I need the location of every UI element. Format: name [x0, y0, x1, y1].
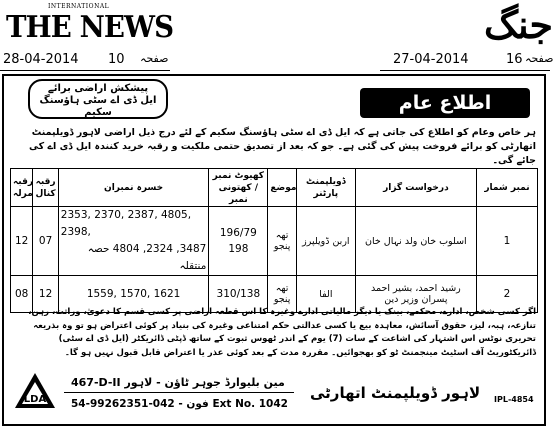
header-mauza: موضع: [268, 169, 296, 207]
row1-mauza: تھہ پنجو: [268, 207, 296, 276]
logo-text: LDA: [23, 394, 47, 405]
international-label: INTERNATIONAL: [48, 3, 110, 10]
header-applicant: درخواست گزار: [355, 169, 476, 207]
page-number-right: 16: [506, 52, 523, 67]
header-serial: نمبر شمار: [476, 169, 537, 207]
header-rule-right: [380, 70, 550, 71]
address: 467-D-II مین بلیوارڈ جوہر ٹاؤن - لاہور: [71, 376, 285, 389]
header-rule-left: [0, 70, 170, 71]
row1-khewat: 196/79: [219, 227, 257, 239]
row1-marla: 12: [11, 207, 33, 276]
public-notice-ad: [2, 74, 546, 426]
row1-kanal: 07: [33, 207, 58, 276]
header-khasra: خسرہ نمبران: [58, 169, 209, 207]
date-right: 27-04-2014: [393, 52, 469, 67]
objection-paragraph: اگر کسی شخص، ادارے، محکمے، بینک یا دیگر مالیاتی ادارے وغیرہ کا اس قطعہ اراضی پر کسی قسم کا دعویٰ، وراثت، رہن، تنازعہ، ہبہ، لیز، حقوق آسائش، معاہدہ بیع یا کسی عدالتی حکم امتناعی وغیرہ کی بنیاد پر کوئی اعتراض ہو تو وہ بذریعہ تحریری نوٹس اس اشتہار کی اشاعت کے سات (7) یوم کے اندر ٹھوس ثبوت کے ساتھ ڈپٹی ڈائریکٹر (ایل ڈی اے سٹی) ڈائریکٹوریٹ آف اسٹیٹ مینجمنٹ ٹو کو بھجوائیں۔ مقررہ مدت کے بعد کوئی عذر یا اعتراض قابل قبول نہیں ہو گا۔: [28, 307, 536, 358]
land-offer-line2: ایل ڈی اے سٹی ہاؤسنگ سکیم: [39, 95, 157, 118]
jang-masthead: جنگ: [484, 2, 553, 47]
table-row: [11, 207, 538, 276]
row2-serial: 2: [476, 276, 537, 313]
row1-applicant: اسلوب خان ولد نہال خان: [355, 207, 476, 276]
row2-developer: الفا: [296, 276, 355, 313]
row2-kanal: 12: [33, 276, 58, 313]
intro-paragraph: ہر خاص وعام کو اطلاع کی جاتی ہے کہ ایل ڈی اے سٹی ہاؤسنگ سکیم کے لئے درج ذیل اراضی لاہور ڈویلپمنٹ اتھارٹی کو برائے فروخت پیش کی گئی ہے۔ جو کہ بعد از تصدیق حتمی ملکیت و رقبہ خرید کنندہ ایل ڈی اے کی جائے گی۔: [29, 127, 536, 166]
row1-khewat2: 198: [228, 243, 249, 255]
ipl-code: IPL-4854: [494, 395, 534, 404]
address-divider: [64, 392, 294, 393]
land-offer-line1: پیشکش اراضی برائے: [47, 83, 149, 94]
public-notice-banner: اطلاع عام: [360, 88, 530, 118]
row2-khasra: 1559, 1570, 1621: [58, 276, 209, 313]
page-label-left: صفحہ: [140, 52, 169, 65]
row2-khewat: 310/138: [209, 276, 268, 313]
row2-mauza: تھہ پنجو: [268, 276, 296, 313]
row2-marla: 08: [11, 276, 33, 313]
phone: فون - 042-99262351-54 Ext No. 1042: [71, 398, 288, 410]
row1-khasra-line2: 3487, 2324, 4804 حصہ منتقلہ: [87, 243, 207, 272]
the-news-masthead: THE NEWS: [6, 10, 174, 45]
page-number-left: 10: [108, 52, 125, 67]
header-developer: ڈویلپمنٹ پارٹنر: [296, 169, 355, 207]
land-table: [10, 168, 538, 305]
lda-logo: [12, 370, 58, 416]
header-marla: رقبہ مرلہ: [11, 169, 33, 207]
date-left: 28-04-2014: [3, 52, 79, 67]
land-offer-banner: [28, 79, 168, 119]
page-label-right: صفحہ: [525, 52, 553, 65]
row1-khasra-line1: 2353, 2370, 2387, 4805, 2398,: [60, 209, 192, 238]
row2-applicant: رشید احمد، بشیر احمد پسران وزیر دین: [355, 276, 476, 313]
authority-name: لاہور ڈویلپمنٹ اتھارٹی: [310, 384, 481, 402]
row1-developer: اربن ڈویلپرز: [296, 207, 355, 276]
header-kanal: رقبہ کنال: [33, 169, 58, 207]
row1-serial: 1: [476, 207, 537, 276]
header-khewat: کھیوٹ نمبر / کھتونی نمبر: [209, 169, 268, 207]
